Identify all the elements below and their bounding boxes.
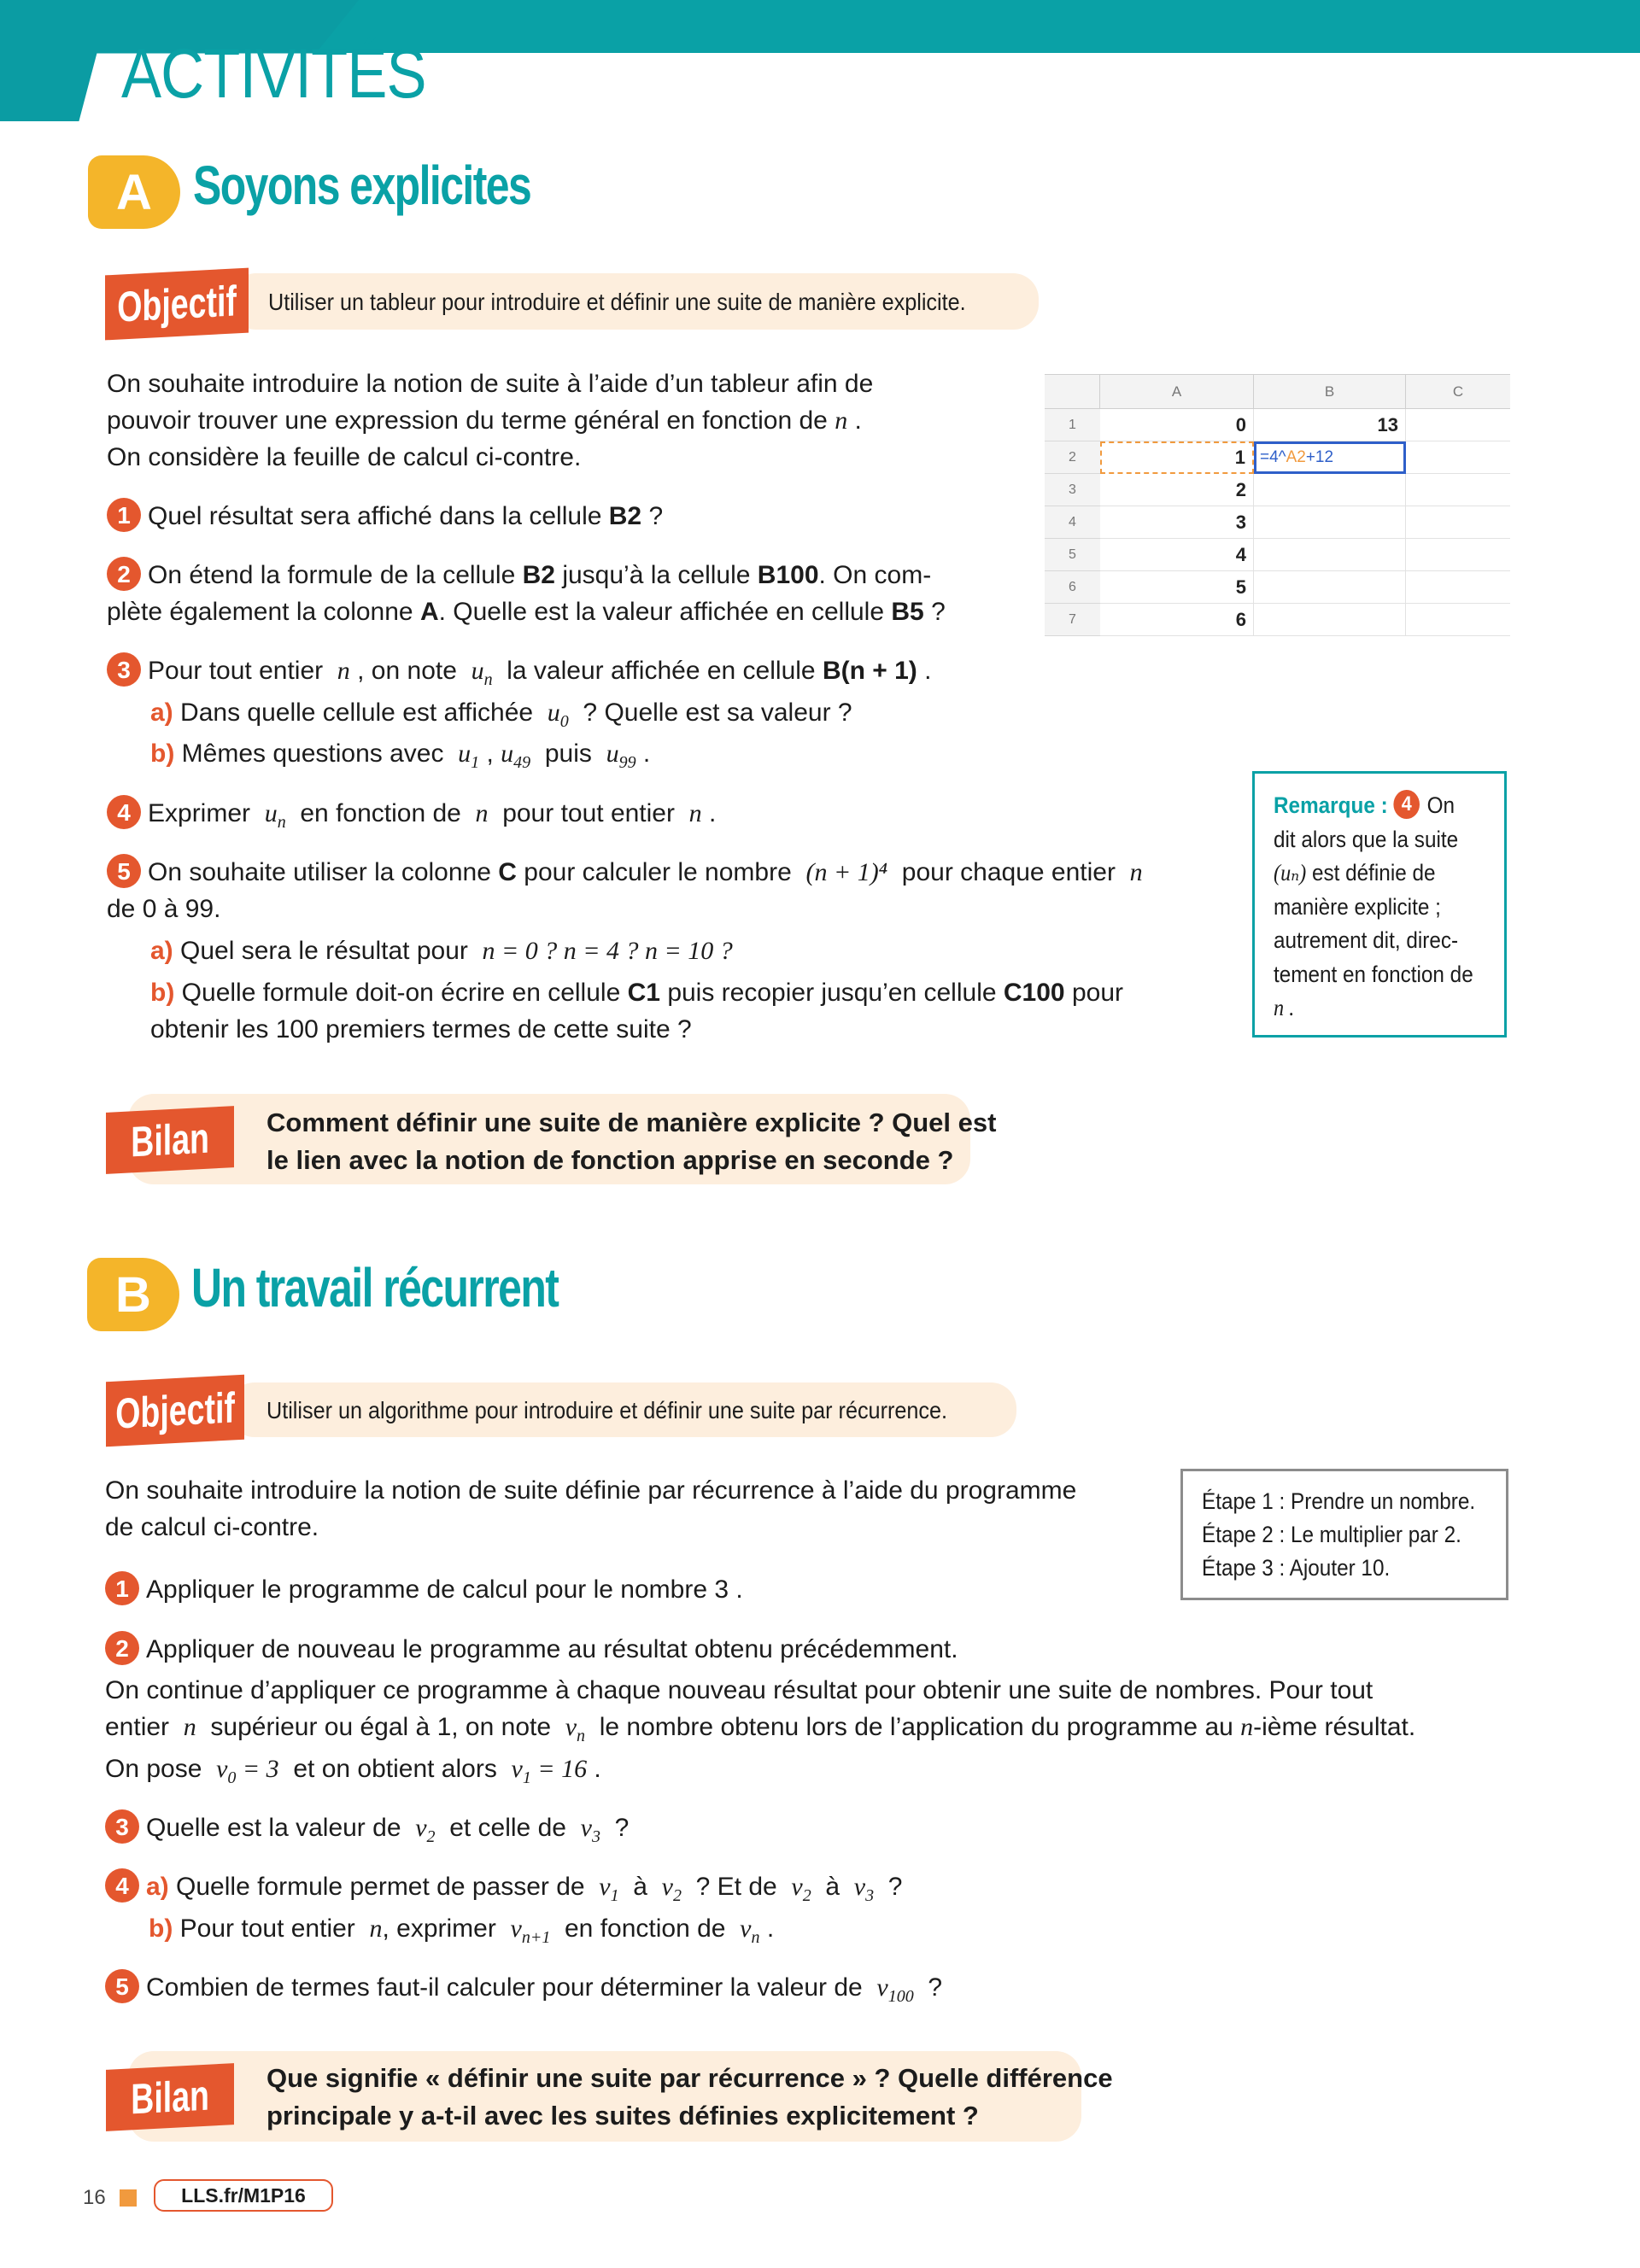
cell-c6[interactable]: [1406, 571, 1510, 604]
question-a5a: a) Quel sera le résultat pour n = 0 ? n = 4 ? n = 10 ?: [150, 937, 733, 965]
cell-b5[interactable]: [1254, 539, 1406, 571]
bilan-b-text: Que signifie « définir une suite par récurrence » ? Quelle différence principale y a-t-il avec les suites définies explicitement ?: [266, 2063, 1113, 2131]
cell-a4[interactable]: 3: [1100, 506, 1254, 539]
cell-b2-formula[interactable]: =4^ A2 +12: [1254, 441, 1406, 474]
column-header-c: C: [1406, 375, 1510, 409]
page-number: 16: [83, 2186, 106, 2209]
cell-a6[interactable]: 5: [1100, 571, 1254, 604]
section-a-badge: A: [88, 155, 180, 229]
spreadsheet: [1045, 374, 1510, 638]
row-header: 2: [1045, 441, 1100, 474]
row-header: 3: [1045, 474, 1100, 506]
objectif-a-tag: Objectif: [105, 268, 249, 341]
objectif-a-text: Utiliser un tableur pour introduire et définir une suite de manière explicite.: [268, 289, 966, 315]
question-a2-line1: 2 On étend la formule de la cellule B2 jusqu’à la cellule B100. On com-: [107, 557, 931, 593]
question-b1: 1 Appliquer le programme de calcul pour le nombre 3 .: [105, 1571, 743, 1608]
number-badge: 2: [107, 557, 141, 591]
column-header-a: A: [1100, 375, 1254, 409]
cell-b4[interactable]: [1254, 506, 1406, 539]
question-b5: 5 Combien de termes faut-il calculer pour déterminer la valeur de $v_{100}$ ?: [105, 1969, 942, 2015]
footer-square: [120, 2189, 137, 2207]
sheet-corner: [1045, 375, 1100, 409]
section-b-title: Un travail récurrent: [191, 1257, 559, 1318]
question-a2-line2: plète également la colonne A. Quelle est la valeur affichée en cellule B5 ?: [107, 598, 946, 626]
cell-c7[interactable]: [1406, 604, 1510, 636]
question-a5-line2: de 0 à 99.: [107, 895, 221, 923]
cell-c3[interactable]: [1406, 474, 1510, 506]
number-badge: 3: [107, 652, 141, 687]
number-badge: 4: [105, 1868, 139, 1903]
question-b2: 2 Appliquer de nouveau le programme au résultat obtenu précédemment.: [105, 1631, 958, 1668]
cell-a5[interactable]: 4: [1100, 539, 1254, 571]
intro-a-line3: On considère la feuille de calcul ci-contre.: [107, 443, 582, 471]
number-badge: 1: [105, 1571, 139, 1605]
intro-b-line2: de calcul ci-contre.: [105, 1513, 319, 1541]
section-a-title: Soyons explicites: [193, 155, 531, 216]
number-badge: 5: [107, 854, 141, 888]
question-a3: 3 Pour tout entier n , on note $u_n$ la valeur affichée en cellule B(n + 1) .: [107, 652, 931, 699]
cell-c1[interactable]: [1406, 409, 1510, 441]
question-a3a: a) Dans quelle cellule est affichée $u_0$ ? Quelle est sa valeur ?: [150, 699, 852, 731]
cell-b1[interactable]: 13: [1254, 409, 1406, 441]
intro-a-line1: On souhaite introduire la notion de suite à l’aide d’un tableur afin de: [107, 370, 874, 398]
question-a1: 1 Quel résultat sera affiché dans la cellule B2 ?: [107, 498, 663, 535]
etape-2: Étape 2 : Le multiplier par 2.: [1202, 1522, 1461, 1547]
question-a3b: b) Mêmes questions avec $u_1$ , $u_{49}$ puis $u_{99}$ .: [150, 739, 651, 772]
cell-b3[interactable]: [1254, 474, 1406, 506]
bilan-b-tag: Bilan: [106, 2063, 234, 2131]
row-header: 6: [1045, 571, 1100, 604]
row-header: 7: [1045, 604, 1100, 636]
calculation-program-box: [1180, 1469, 1508, 1600]
section-b-badge: B: [87, 1258, 179, 1331]
number-badge: 3: [105, 1809, 139, 1844]
objectif-b-tag: Objectif: [106, 1375, 244, 1447]
question-b4b: b) Pour tout entier n, exprimer $v_{n+1}$ en fonction de $v_n$ .: [149, 1914, 775, 1947]
intro-a-line2: pouvoir trouver une expression du terme général en fonction de n .: [107, 406, 862, 435]
row-header: 1: [1045, 409, 1100, 441]
paragraph-b-line1: On continue d’appliquer ce programme à chaque nouveau résultat pour obtenir une suite de nombres. Pour tout: [105, 1676, 1374, 1704]
cell-a2[interactable]: 1: [1100, 441, 1254, 474]
cell-c2[interactable]: [1406, 441, 1510, 474]
footer-link[interactable]: LLS.fr/M1P16: [154, 2179, 333, 2212]
question-b3: 3 Quelle est la valeur de $v_2$ et celle de $v_3$ ?: [105, 1809, 629, 1856]
number-badge: 5: [105, 1969, 139, 2003]
question-b4a: 4 a) Quelle formule permet de passer de $v_1$ à $v_2$ ? Et de $v_2$ à $v_3$ ?: [105, 1868, 902, 1914]
remark-text: Remarque : 4 On dit alors que la suite (uₙ) est définie de manière explicite ; autrement dit, directement en fonction de n .: [1274, 789, 1473, 1026]
cell-b6[interactable]: [1254, 571, 1406, 604]
paragraph-b-line2: entier n supérieur ou égal à 1, on note $v_n$ le nombre obtenu lors de l’application du programme au n-ième résultat.: [105, 1713, 1416, 1745]
cell-a1[interactable]: 0: [1100, 409, 1254, 441]
question-a5b-line1: b) Quelle formule doit-on écrire en cellule C1 puis recopier jusqu’en cellule C100 pour: [150, 979, 1123, 1007]
question-a5b-line2: obtenir les 100 premiers termes de cette suite ?: [150, 1015, 692, 1043]
row-header: 5: [1045, 539, 1100, 571]
page-title: ACTIVITÉS: [121, 35, 426, 113]
etape-3: Étape 3 : Ajouter 10.: [1202, 1555, 1391, 1581]
question-a4: 4 Exprimer $u_n$ en fonction de n pour tout entier n .: [107, 795, 716, 841]
row-header: 4: [1045, 506, 1100, 539]
number-badge: 2: [105, 1631, 139, 1665]
column-header-b: B: [1254, 375, 1406, 409]
bilan-a-text: Comment définir une suite de manière explicite ? Quel est le lien avec la notion de fonction apprise en seconde ?: [266, 1108, 997, 1175]
remark-box: [1252, 771, 1507, 1038]
number-badge: 4: [107, 795, 141, 829]
cell-c4[interactable]: [1406, 506, 1510, 539]
number-badge: 1: [107, 498, 141, 532]
paragraph-b-line3: On pose $v_0 = 3$ et on obtient alors $v_1 = 16$ .: [105, 1755, 601, 1787]
intro-b-line1: On souhaite introduire la notion de suite définie par récurrence à l’aide du programme: [105, 1476, 1077, 1505]
cell-b7[interactable]: [1254, 604, 1406, 636]
etape-1: Étape 1 : Prendre un nombre.: [1202, 1488, 1476, 1514]
cell-c5[interactable]: [1406, 539, 1510, 571]
bilan-a-tag: Bilan: [106, 1106, 234, 1174]
objectif-b-text: Utiliser un algorithme pour introduire et définir une suite par récurrence.: [266, 1397, 948, 1423]
cell-a7[interactable]: 6: [1100, 604, 1254, 636]
number-badge: 4: [1393, 790, 1420, 819]
question-a5-line1: 5 On souhaite utiliser la colonne C pour calculer le nombre (n + 1)⁴ pour chaque entier n: [107, 854, 1143, 891]
cell-a3[interactable]: 2: [1100, 474, 1254, 506]
